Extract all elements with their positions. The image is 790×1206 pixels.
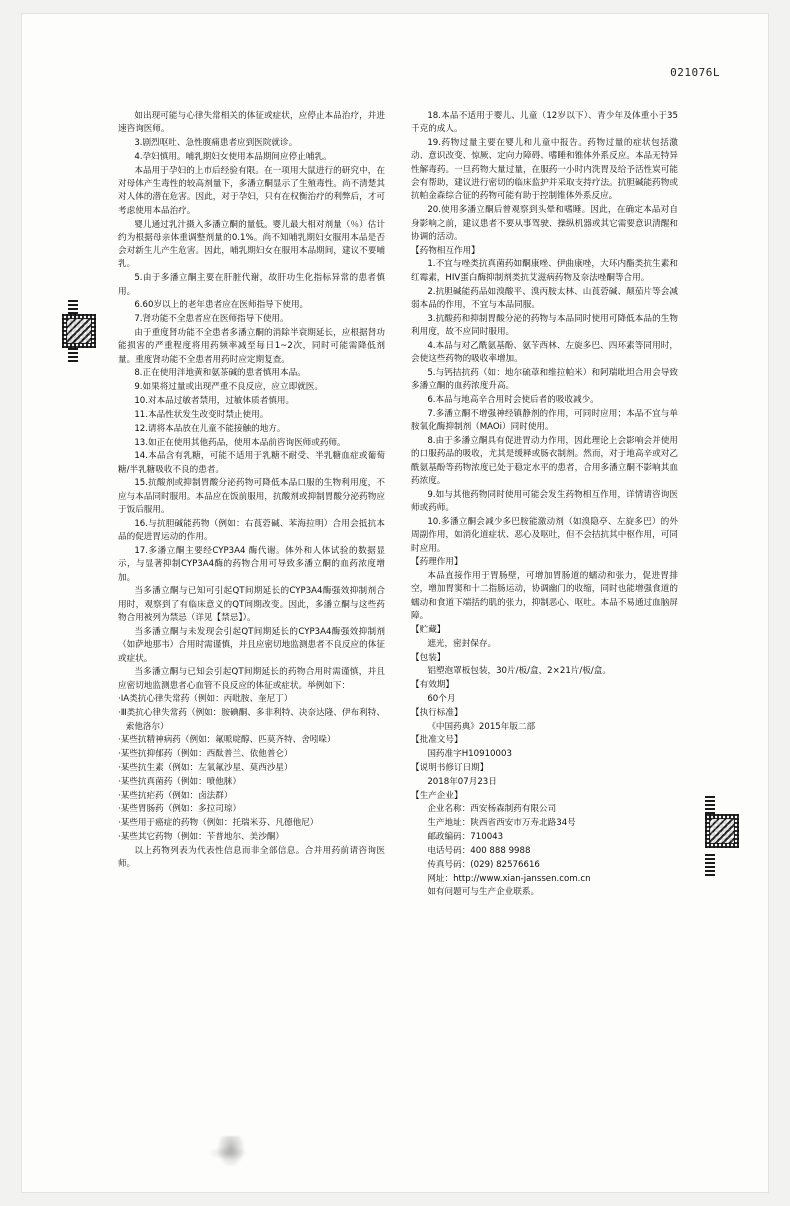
- section-paragraph: 本品直接作用于胃肠壁，可增加胃肠道的蠕动和张力，促进胃排空，增加胃窦和十二指肠运动，协调幽门的收缩，同时也能增强食道的蠕动和食道下端括约肌的张力，抑制恶心、呕吐。本品不易通过血脑屏障。: [411, 571, 678, 622]
- section-paragraph: 7.多潘立酮不增强神经镇静剂的作用，可同时应用；本品不宜与单胺氧化酶抑制剂（MAOi）同时使用。: [411, 408, 678, 433]
- section-paragraph: 遮光，密封保存。: [427, 638, 497, 649]
- left-paragraph: ·某些用于癌症的药物（例如：托瑞米芬、凡德他尼）: [118, 818, 319, 829]
- section-paragraph: 传真号码：(029) 82576616: [427, 859, 540, 870]
- left-paragraph: 10.对本品过敏者禁用，过敏体质者慎用。: [134, 396, 295, 407]
- qr-pattern-right: [710, 819, 734, 843]
- left-paragraph: ·某些其它药物（例如：苄普地尔、美沙酮）: [118, 832, 285, 843]
- left-paragraph: 当多潘立酮与已知可引起QT间期延长的CYP3A4酶强效抑制剂合用时，观察到了有临床意义的QT间期改变。因此，多潘立酮与这些药物合用被列为禁忌（详见【禁忌】）。: [118, 586, 385, 624]
- left-paragraph: 3.剧烈呕吐、急性腹痛患者应到医院就诊。: [134, 138, 298, 149]
- qr-code-left: [62, 314, 96, 348]
- section-heading: 【有效期】: [411, 680, 454, 691]
- left-paragraph: 6.60岁以上的老年患者应在医师指导下使用。: [134, 300, 309, 311]
- section-paragraph: 5.与钙拮抗药（如：地尔硫䓬和维拉帕米）和阿瑞吡坦合用会导致多潘立酮的血药浓度升高。: [411, 367, 678, 392]
- left-paragraph: ·某些抗精神病药（例如：氟哌啶醇、匹莫齐特、舍吲哚）: [118, 735, 336, 746]
- section-paragraph: 4.本品与对乙酰氨基酚、氨苄西林、左旋多巴、四环素等同用时，会使这些药物的吸收率增加。: [411, 340, 678, 365]
- left-paragraph: 15.抗酸剂或抑制胃酸分泌药物可降低本品口服的生物利用度，不应与本品同时服用。本品应在饭前服用，抗酸剂或抑制胃酸分泌药物应于饭后服用。: [118, 478, 385, 516]
- section-paragraph: 铝塑泡罩板包装，30片/板/盒，2×21片/板/盒。: [427, 666, 611, 677]
- left-paragraph: 7.肾功能不全患者应在医师指导下使用。: [134, 314, 289, 325]
- left-paragraph: 17.多潘立酮主要经CYP3A4 酶代谢。体外和人体试验的数据显示，与显著抑制CYP3A4酶的药物合用可导致多潘立酮的血药浓度增加。: [118, 546, 385, 583]
- left-paragraph: ·某些抗真菌药（例如：喷他脒）: [118, 776, 242, 787]
- section-paragraph: 国药准字H10910003: [427, 749, 512, 760]
- left-paragraph: 婴儿通过乳汁摄入多潘立酮的量低。婴儿最大相对剂量（％）估计约为根据母亲体重调整剂量的0.1%。尚不知哺乳期妇女服用本品是否会对新生儿产生危害。因此，哺乳期妇女在服用本品期间，建议不要哺乳。: [118, 219, 385, 270]
- left-text-column: [118, 110, 385, 900]
- section-heading: 【说明书修订日期】: [411, 763, 489, 773]
- section-paragraph: 电话号码：400 888 9988: [427, 845, 531, 856]
- section-heading: 【药物相互作用】: [411, 245, 480, 256]
- right-paragraph: 20.使用多潘立酮后曾观察到头晕和嗜睡。因此，在确定本品对自身影响之前，建议患者不要从事驾驶、操纵机器或其它需要意识清醒和协调的活动。: [411, 205, 678, 242]
- barcode-stripe-right-bottom: [705, 854, 715, 876]
- left-paragraph: 14.本品含有乳糖，可能不适用于乳糖不耐受、半乳糖血症或葡萄糖/半乳糖吸收不良的患者。: [118, 451, 385, 475]
- document-code: 021076L: [670, 66, 720, 79]
- section-paragraph: 2018年07月23日: [427, 776, 497, 787]
- section-paragraph: 10.多潘立酮会减少多巴胺能激动剂（如溴隐亭、左旋多巴）的外周副作用，如消化道症状、恶心及呕吐，但不会拮抗其中枢作用，可同时应用。: [411, 516, 678, 554]
- left-paragraph: 本品用于孕妇的上市后经验有限。在一项用大鼠进行的研究中，在对母体产生毒性的较高剂量下，多潘立酮显示了生殖毒性。尚不清楚其对人体的潜在危害。因此，对于孕妇，只有在权衡治疗的利弊后，才可考虑使用本品治疗。: [118, 165, 385, 216]
- section-heading: 【执行标准】: [411, 707, 463, 718]
- right-text-column: [411, 110, 678, 900]
- left-paragraph: 以上药物列表为代表性信息而非全部信息。合并用药前请咨询医师。: [118, 845, 385, 870]
- left-paragraph: 如出现可能与心律失常相关的体征或症状，应停止本品治疗，并进速咨询医师。: [118, 111, 385, 135]
- leaflet-sheet: [22, 14, 768, 1192]
- section-heading: 【生产企业】: [411, 790, 463, 801]
- left-paragraph: ·IA类抗心律失常药（例如：丙吡胺、奎尼丁）: [118, 694, 293, 705]
- section-paragraph: 邮政编码：710043: [427, 832, 504, 843]
- left-paragraph: 由于重度肾功能不全患者多潘立酮的消除半衰期延长，应根据肾功能损害的严重程度将用药频率减至每日1~2次，同时可能需降低剂量。重度肾功能不全患者用药时应定期复查。: [118, 328, 385, 365]
- left-paragraph: 当多潘立酮与未发现会引起QT间期延长的CYP3A4酶强效抑制剂（如萨地那韦）合用时需谨慎，并且应密切地监测患者不良反应的体征或症状。: [118, 626, 385, 664]
- section-paragraph: 《中国药典》2015年版二部: [427, 721, 536, 732]
- right-paragraph: 18.本品不适用于婴儿、儿童（12岁以下）、青少年及体重小于35千克的成人。: [411, 111, 678, 135]
- left-paragraph: 11.本品性状发生改变时禁止使用。: [134, 409, 269, 420]
- left-paragraph: 9.如果将过量或出现严重不良反应，应立即就医。: [134, 382, 323, 393]
- leaflet-columns: [118, 110, 678, 900]
- left-paragraph: ·Ⅲ类抗心律失常药（例如：胺碘酮、多非利特、决奈达隆、伊布利特、索他洛尔）: [118, 708, 385, 732]
- left-paragraph: 当多潘立酮与已知会引起QT间期延长的药物合用时需谨慎，并且应密切地监测患者心血管不良反应的体征或症状。举例如下：: [118, 667, 385, 691]
- section-paragraph: 60个月: [427, 693, 456, 704]
- section-paragraph: 生产地址：陕西省西安市万寿北路34号: [427, 818, 576, 829]
- right-paragraph: 19.药物过量主要在婴儿和儿童中报告。药物过量的症状包括激动、意识改变、惊厥、定向力障碍、嗜睡和锥体外系反应。本品无特异性解毒药。一旦药物大量过量，在服药一小时内洗胃及给予活性炭可能会有帮助，建议进行密切的临床监护并采取支持疗法。抗胆碱能药物或抗帕金森综合征的药物可能有助于控制锥体外系反应。: [411, 138, 678, 202]
- section-paragraph: 网址：http://www.xian-janssen.com.cn: [427, 873, 591, 884]
- section-paragraph: 3.抗酸药和抑制胃酸分泌的药物与本品同时使用可降低本品的生物利用度，故不应同时服用。: [411, 313, 678, 337]
- ink-smudge-secondary: [208, 1146, 248, 1160]
- left-paragraph: 13.如正在使用其他药品，使用本品前咨询医师或药师。: [134, 437, 346, 448]
- qr-code-right: [705, 814, 739, 848]
- section-heading: 【批准文号】: [411, 735, 463, 746]
- section-heading: 【包装】: [411, 652, 446, 663]
- section-heading: 【贮藏】: [411, 624, 446, 635]
- section-paragraph: 2.抗胆碱能药品如溴酸平、溴丙胺太林、山莨菪碱、颠茄片等会减弱本品的作用，不宜与本品同服。: [411, 286, 678, 310]
- left-paragraph: 8.正在使用泮地黄和氨茶碱的患者慎用本品。: [134, 368, 306, 379]
- section-paragraph: 企业名称：西安杨森制药有限公司: [427, 804, 557, 815]
- section-paragraph: 8.由于多潘立酮具有促进胃动力作用，因此理论上会影响会并使用的口服药品的吸收，尤其是缓释或肠衣制剂。然而，对于地高辛或对乙酰氨基酚等药物浓度已处于稳定水平的患者，合用多潘立酮不影响其血药浓度。: [411, 436, 678, 486]
- qr-pattern-left: [67, 319, 91, 343]
- left-paragraph: 5.由于多潘立酮主要在肝脏代谢，故肝功生化指标异常的患者慎用。: [118, 273, 385, 297]
- left-paragraph: ·某些抗生素（例如：左氧氟沙星、莫西沙星）: [118, 763, 293, 773]
- left-paragraph: ·某些胃肠药（例如：多拉司琼）: [118, 804, 242, 815]
- section-heading: 【药理作用】: [411, 557, 463, 568]
- section-paragraph: 如有问题可与生产企业联系。: [427, 887, 540, 898]
- left-paragraph: ·某些抗疟药（例如：卤法群）: [118, 790, 233, 801]
- left-paragraph: 4.孕妇慎用。哺乳期妇女使用本品期间应停止哺乳。: [134, 151, 332, 162]
- left-paragraph: 16.与抗胆碱能药物（例如：右莨菪碱、苯海拉明）合用会抵抗本品的促进胃运动的作用。: [118, 518, 385, 543]
- section-paragraph: 1.不宜与唑类抗真菌药如酮康唑、伊曲康唑，大环内酯类抗生素和红霉素，HIV蛋白酶抑制剂类抗艾滋病药物及奈法唑酮等合用。: [411, 259, 678, 283]
- section-paragraph: 6.本品与地高辛合用时会使后者的吸收减少。: [427, 395, 599, 406]
- left-paragraph: 12.请将本品放在儿童不能接触的地方。: [134, 423, 286, 434]
- section-paragraph: 9.如与其他药物同时使用可能会发生药物相互作用，详情请咨询医师或药师。: [411, 489, 678, 514]
- left-paragraph: ·某些抗抑郁药（例如：西酞普兰、依他普仑）: [118, 749, 293, 760]
